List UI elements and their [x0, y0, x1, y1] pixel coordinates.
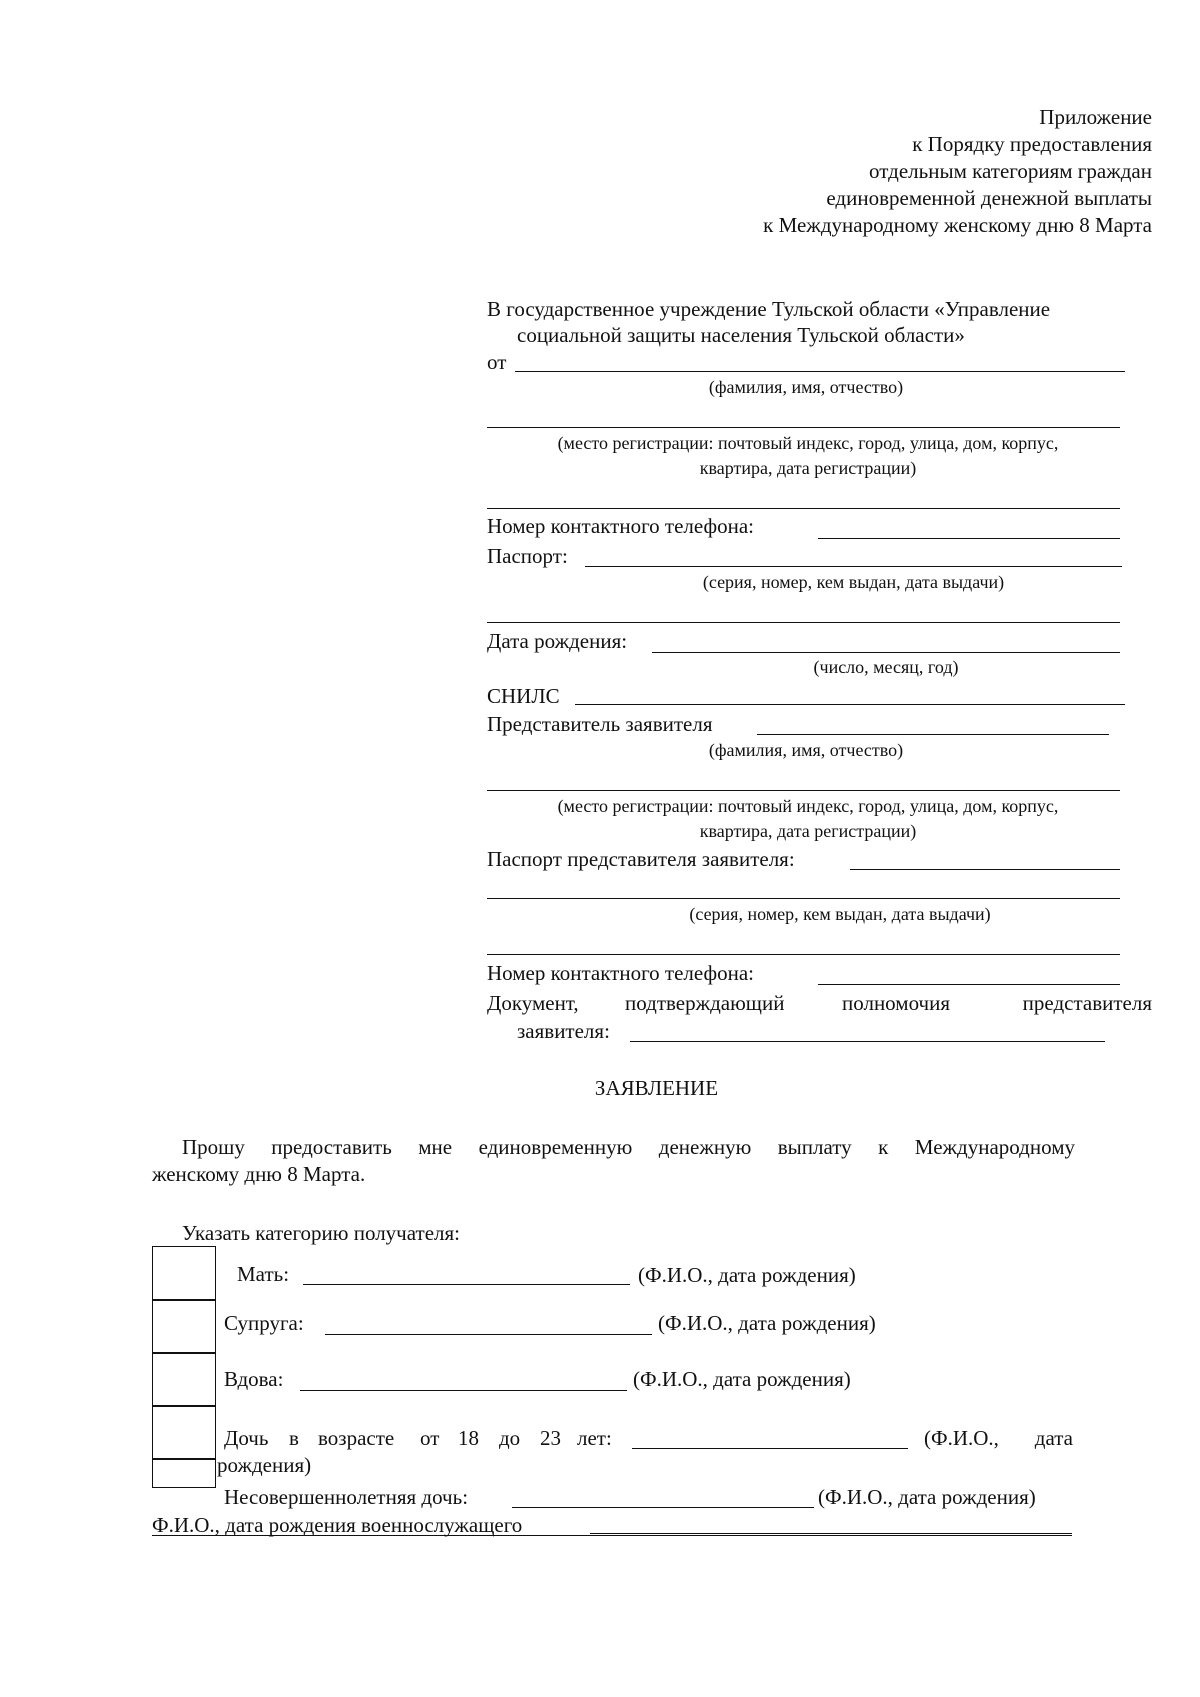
- applicant-address-hint-1: (место регистрации: почтовый индекс, город, улица, дом, корпус,: [557, 433, 1059, 453]
- appendix-line-1: Приложение: [1039, 105, 1152, 129]
- from-label: от: [487, 350, 507, 374]
- serviceman-field[interactable]: [590, 1533, 1072, 1534]
- representative-fio-hint: (фамилия, имя, отчество): [708, 740, 904, 760]
- representative-doc-line-2: заявителя:: [517, 1019, 610, 1043]
- daughter-word-6: до: [499, 1426, 521, 1450]
- applicant-passport-field[interactable]: [585, 566, 1122, 567]
- daughter-word-5: 18: [458, 1426, 479, 1450]
- mother-label: Мать:: [237, 1262, 290, 1286]
- daughter-word-8: лет:: [577, 1426, 612, 1450]
- appendix-line-5: к Международному женскому дню 8 Марта: [763, 213, 1152, 237]
- representative-doc-word-2: подтверждающий: [625, 991, 785, 1015]
- applicant-fio-field[interactable]: [515, 371, 1125, 372]
- representative-doc-word-4: представителя: [1022, 991, 1152, 1015]
- serviceman-label: Ф.И.О., дата рождения военнослужащего: [152, 1513, 523, 1537]
- representative-passport-hint: (серия, номер, кем выдан, дата выдачи): [689, 904, 991, 924]
- mother-hint: (Ф.И.О., дата рождения): [638, 1263, 856, 1287]
- applicant-birth-field[interactable]: [652, 652, 1120, 653]
- appendix-line-4: единовременной денежной выплаты: [826, 186, 1152, 210]
- addressee-line-2: социальной защиты населения Тульской области»: [517, 323, 965, 347]
- mother-field[interactable]: [303, 1284, 630, 1285]
- checkbox-daughter-18-23[interactable]: [152, 1405, 216, 1460]
- checkbox-spouse[interactable]: [152, 1299, 216, 1354]
- representative-doc-field[interactable]: [630, 1041, 1105, 1042]
- daughter-field[interactable]: [632, 1448, 908, 1449]
- categories-header: Указать категорию получателя:: [182, 1221, 460, 1245]
- daughter-hint-2: дата: [1034, 1426, 1073, 1450]
- spouse-label: Супруга:: [224, 1311, 304, 1335]
- widow-hint: (Ф.И.О., дата рождения): [633, 1367, 851, 1391]
- widow-label: Вдова:: [224, 1367, 284, 1391]
- representative-passport-field[interactable]: [850, 869, 1120, 870]
- checkbox-widow[interactable]: [152, 1352, 216, 1407]
- spouse-field[interactable]: [325, 1334, 652, 1335]
- applicant-phone-label: Номер контактного телефона:: [487, 514, 754, 538]
- serviceman-underline: [152, 1535, 1072, 1536]
- applicant-birth-hint: (число, месяц, год): [813, 657, 959, 677]
- applicant-passport-label: Паспорт:: [487, 544, 568, 568]
- applicant-address-hint-2: квартира, дата регистрации): [699, 458, 917, 478]
- spouse-hint: (Ф.И.О., дата рождения): [658, 1311, 876, 1335]
- representative-fio-field[interactable]: [757, 734, 1109, 735]
- applicant-snils-field[interactable]: [575, 704, 1125, 705]
- applicant-birth-label: Дата рождения:: [487, 629, 628, 653]
- applicant-address-field[interactable]: [487, 427, 1120, 428]
- representative-passport-field-3[interactable]: [487, 954, 1120, 955]
- applicant-phone-field[interactable]: [818, 538, 1120, 539]
- representative-phone-field[interactable]: [818, 984, 1120, 985]
- daughter-word-2: в: [289, 1426, 299, 1450]
- minor-daughter-label: Несовершеннолетняя дочь:: [224, 1485, 469, 1509]
- daughter-hint-1: (Ф.И.О.,: [924, 1426, 999, 1450]
- appendix-line-2: к Порядку предоставления: [912, 132, 1152, 156]
- daughter-word-7: 23: [540, 1426, 561, 1450]
- representative-passport-field-2[interactable]: [487, 898, 1120, 899]
- representative-phone-label: Номер контактного телефона:: [487, 961, 754, 985]
- representative-address-hint-2: квартира, дата регистрации): [699, 821, 917, 841]
- representative-address-hint-1: (место регистрации: почтовый индекс, город, улица, дом, корпус,: [557, 796, 1059, 816]
- applicant-passport-hint: (серия, номер, кем выдан, дата выдачи): [702, 572, 1005, 592]
- representative-doc-word-3: полномочия: [842, 991, 950, 1015]
- applicant-fio-hint: (фамилия, имя, отчество): [708, 377, 904, 397]
- representative-doc-word-1: Документ,: [487, 991, 579, 1015]
- daughter-word-1: Дочь: [224, 1426, 269, 1450]
- widow-field[interactable]: [300, 1390, 627, 1391]
- applicant-address-field-2[interactable]: [487, 508, 1120, 509]
- addressee-line-1: В государственное учреждение Тульской области «Управление: [487, 297, 1051, 321]
- minor-daughter-hint: (Ф.И.О., дата рождения): [818, 1485, 1036, 1509]
- checkbox-mother[interactable]: [152, 1246, 216, 1301]
- representative-address-field[interactable]: [487, 790, 1120, 791]
- applicant-passport-field-2[interactable]: [487, 622, 1120, 623]
- daughter-word-3: возрасте: [318, 1426, 395, 1450]
- checkbox-minor-daughter[interactable]: [152, 1458, 216, 1488]
- statement-body-line-1: Прошу предоставить мне единовременную денежную выплату к Международному: [182, 1135, 1075, 1159]
- appendix-line-3: отдельным категориям граждан: [869, 159, 1152, 183]
- representative-passport-label: Паспорт представителя заявителя:: [487, 847, 795, 871]
- daughter-word-4: от: [420, 1426, 440, 1450]
- applicant-snils-label: СНИЛС: [487, 684, 560, 708]
- minor-daughter-field[interactable]: [512, 1507, 814, 1508]
- statement-title: ЗАЯВЛЕНИЕ: [594, 1076, 719, 1100]
- representative-label: Представитель заявителя: [487, 712, 713, 736]
- statement-body-line-2: женскому дню 8 Марта.: [152, 1162, 366, 1186]
- daughter-hint-3: рождения): [217, 1453, 312, 1477]
